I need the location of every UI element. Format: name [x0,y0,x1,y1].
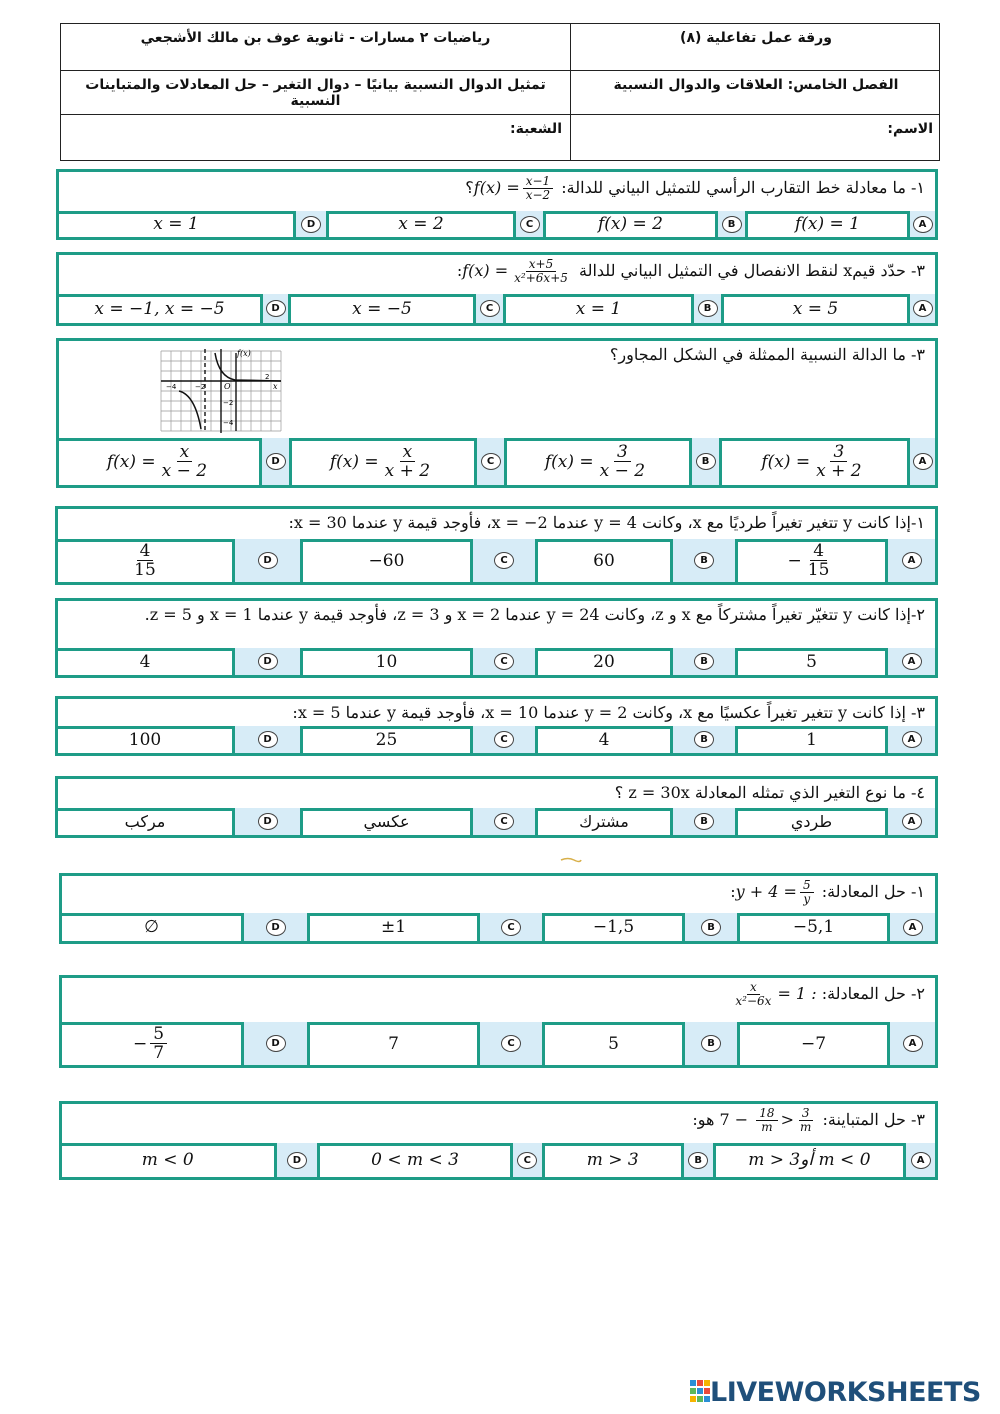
graph-x-axis-label: x [273,382,278,391]
q4-option-b[interactable]: 60 [535,539,670,582]
option-c-badge: C [501,919,521,936]
option-a-badge: A [913,300,933,317]
option-b-badge: B [694,813,714,830]
option-b-badge: B [688,1152,708,1169]
q8-option-a[interactable]: −5,1 [737,913,887,941]
q9-option-a[interactable]: −7 [737,1022,887,1065]
graph-tick-x-2: 2 [265,373,270,381]
section-label: الشعبة: [509,121,562,137]
option-a-badge: A [902,731,922,748]
q1-option-a[interactable]: f(x) = 1 [745,211,907,237]
option-d-badge: D [287,1152,307,1169]
option-b-badge: B [694,552,714,569]
q1-option-c[interactable]: x = 2 [326,211,513,237]
question-8 [59,873,938,944]
q9-option-d[interactable]: − $\frac{5}{7}$ [62,1022,241,1065]
q10-option-a[interactable]: m > 3أو m < 0 [713,1143,904,1177]
option-a-badge: A [903,919,923,936]
question-4-text: ١-إذا كانت y تتغير تغيراً طرديًا مع x، وكانت y = 4 عندما x = −2، فأوجد قيمة y عندما x = 30: [58,509,935,542]
q7-option-c[interactable]: عكسي [300,808,470,835]
question-2 [56,252,938,326]
option-d-badge: D [301,216,321,233]
question-2-text: ٣- حدّد قيمx لنقط الانفصال في التمثيل البياني للدالة f(x) = $\frac{x+5}{\text{x²+6x+5}}$ : [59,255,935,297]
liveworksheets-wordmark: LIVEWORKSHEETS [710,1376,981,1408]
q6-option-d[interactable]: 100 [128,729,162,750]
q9-option-c[interactable]: 7 [307,1022,477,1065]
q8-option-d[interactable]: ∅ [144,917,159,937]
option-a-badge: A [913,453,933,470]
graph-tick-y-neg4: −4 [223,419,234,427]
option-b-badge: B [701,1035,721,1052]
q7-option-d[interactable]: مركب [124,812,166,831]
question-3 [56,338,938,488]
question-6-text: ٣- إذا كانت y تتغير تغيراً عكسيًا مع x، وكانت y = 2 عندما x = 10، فأوجد قيمة y عندما x = 5: [58,699,935,729]
question-1-text: ١- ما معادلة خط التقارب الرأسي للتمثيل البياني للدالة: f(x) = $\frac{x-1}{x-2}$ ؟ [59,172,935,214]
header-row-1 [61,24,939,71]
graph-y-axis-label: f(x) [237,349,251,358]
option-d-badge: D [266,453,286,470]
topics-title: تمثيل الدوال النسبية بيانيًا – دوال التغير – حل المعادلات والمتباينات النسبية [85,77,546,109]
liveworksheets-logo [690,1372,981,1412]
q8-option-c[interactable]: ±1 [307,913,477,941]
question-5-text: ٢-إذا كانت y تتغيّر تغيراً مشتركاً مع x و z، وكانت y = 24 عندما x = 2 و z = 3، فأوجد قيمة y عندما x = 1 و z = 5. [58,601,935,651]
course-title: رياضيات ٢ مسارات - ثانوية عوف بن مالك الأشجعي [140,30,491,46]
option-b-badge: B [701,919,721,936]
q3-option-d[interactable]: f(x) = $\frac{x}{x - 2}$ [106,442,208,481]
q9-option-b[interactable]: 5 [542,1022,682,1065]
q8-option-b[interactable]: −1,5 [542,913,682,941]
option-b-badge: B [694,653,714,670]
option-d-badge: D [266,919,286,936]
option-a-badge: A [902,813,922,830]
q5-option-c[interactable]: 10 [300,648,470,675]
option-d-badge: D [258,731,278,748]
option-c-badge: C [494,653,514,670]
question-10-text: ٣- حل المتباينة: $\frac{18}{m}$ > $\frac{3}{m}$ − 7 هو: [62,1104,935,1146]
header-row-3 [61,115,939,162]
question-9-formula: $\frac{x}{\text{x²−6x}}$ = 1 : [735,980,817,1008]
question-10 [59,1101,938,1180]
q2-option-c[interactable]: x = −5 [288,294,473,323]
q5-option-d[interactable]: 4 [139,651,151,672]
question-3-text: ٣- ما الدالة النسبية الممثلة في الشكل المجاور؟ [59,341,935,441]
option-d-badge: D [266,300,286,317]
question-10-inequality: $\frac{18}{m}$ > $\frac{3}{m}$ [753,1107,817,1134]
q1-option-d[interactable]: x = 1 [153,214,199,234]
option-b-badge: B [694,731,714,748]
q4-option-a[interactable]: − $\frac{4}{15}$ [735,539,885,582]
q7-option-b[interactable]: مشترك [535,808,670,835]
option-b-badge: B [698,300,718,317]
option-d-badge: D [258,653,278,670]
graph-tick-y-neg2: −2 [223,399,234,407]
question-2-formula: f(x) = $\frac{x+5}{\text{x²+6x+5}}$ [462,257,568,285]
option-d-badge: D [258,552,278,569]
header-table [60,23,940,161]
question-5 [55,598,938,678]
option-a-badge: A [902,552,922,569]
option-d-badge: D [266,1035,286,1052]
header-row-2 [61,71,939,115]
worksheet-title: ورقة عمل تفاعلية (٨) [680,30,832,46]
q6-option-c[interactable]: 25 [300,726,470,753]
q6-option-b[interactable]: 4 [535,726,670,753]
q10-option-b[interactable]: m > 3 [542,1143,681,1177]
graph-tick-x-neg4: −4 [166,383,177,391]
q5-option-a[interactable]: 5 [735,648,885,675]
q10-option-c[interactable]: 0 < m < 3 [317,1143,510,1177]
question-8-text: ١- حل المعادلة: y + 4 = $\frac{5}{y}$ : [62,876,935,916]
question-7-text: ٤- ما نوع التغير الذي تمثله المعادلة z = 30x ؟ [58,779,935,811]
question-9 [59,975,938,1068]
option-a-badge: A [913,216,933,233]
option-c-badge: C [501,1035,521,1052]
q4-option-d[interactable]: $\frac{4}{15}$ [134,541,156,580]
option-b-badge: B [696,453,716,470]
q4-option-c[interactable]: −60 [300,539,470,582]
q5-option-b[interactable]: 20 [535,648,670,675]
q3-option-c[interactable]: f(x) = $\frac{x}{x + 2}$ [289,438,474,485]
option-c-badge: C [494,552,514,569]
q2-option-a[interactable]: x = 5 [721,294,907,323]
graph-tick-x-neg2: −2 [195,383,206,391]
q10-option-d[interactable]: m < 0 [141,1150,194,1170]
option-c-badge: C [494,731,514,748]
liveworksheets-icon [690,1379,710,1405]
option-c-badge: C [481,453,501,470]
option-c-badge: C [480,300,500,317]
q3-option-b[interactable]: f(x) = $\frac{3}{x - 2}$ [504,438,689,485]
question-9-text: ٢- حل المعادلة: $\frac{x}{\text{x²−6x}}$ = 1 : [62,978,935,1025]
option-c-badge: C [494,813,514,830]
rational-function-graph [157,347,283,433]
chapter-title: الفصل الخامس: العلاقات والدوال النسبية [613,77,899,93]
q6-option-a[interactable]: 1 [735,726,885,753]
q2-option-b[interactable]: x = 1 [503,294,691,323]
question-8-formula: y + 4 = $\frac{5}{y}$ [736,879,817,906]
q7-option-a[interactable]: طردي [735,808,885,835]
question-1-formula: f(x) = $\frac{x-1}{x-2}$ [474,175,556,202]
graph-origin-label: O [224,382,231,391]
option-c-badge: C [520,216,540,233]
option-a-badge: A [911,1152,931,1169]
question-1 [56,169,938,240]
option-a-badge: A [903,1035,923,1052]
q2-option-d[interactable]: x = −1, x = −5 [94,298,225,319]
q1-option-b[interactable]: f(x) = 2 [543,211,715,237]
question-6 [55,696,938,756]
option-b-badge: B [722,216,742,233]
question-7 [55,776,938,838]
option-d-badge: D [258,813,278,830]
question-4 [55,506,938,585]
decorative-mark [560,857,582,863]
option-c-badge: C [517,1152,537,1169]
option-a-badge: A [902,653,922,670]
q3-option-a[interactable]: f(x) = $\frac{3}{x + 2}$ [719,438,907,485]
name-label: الاسم: [887,121,933,137]
